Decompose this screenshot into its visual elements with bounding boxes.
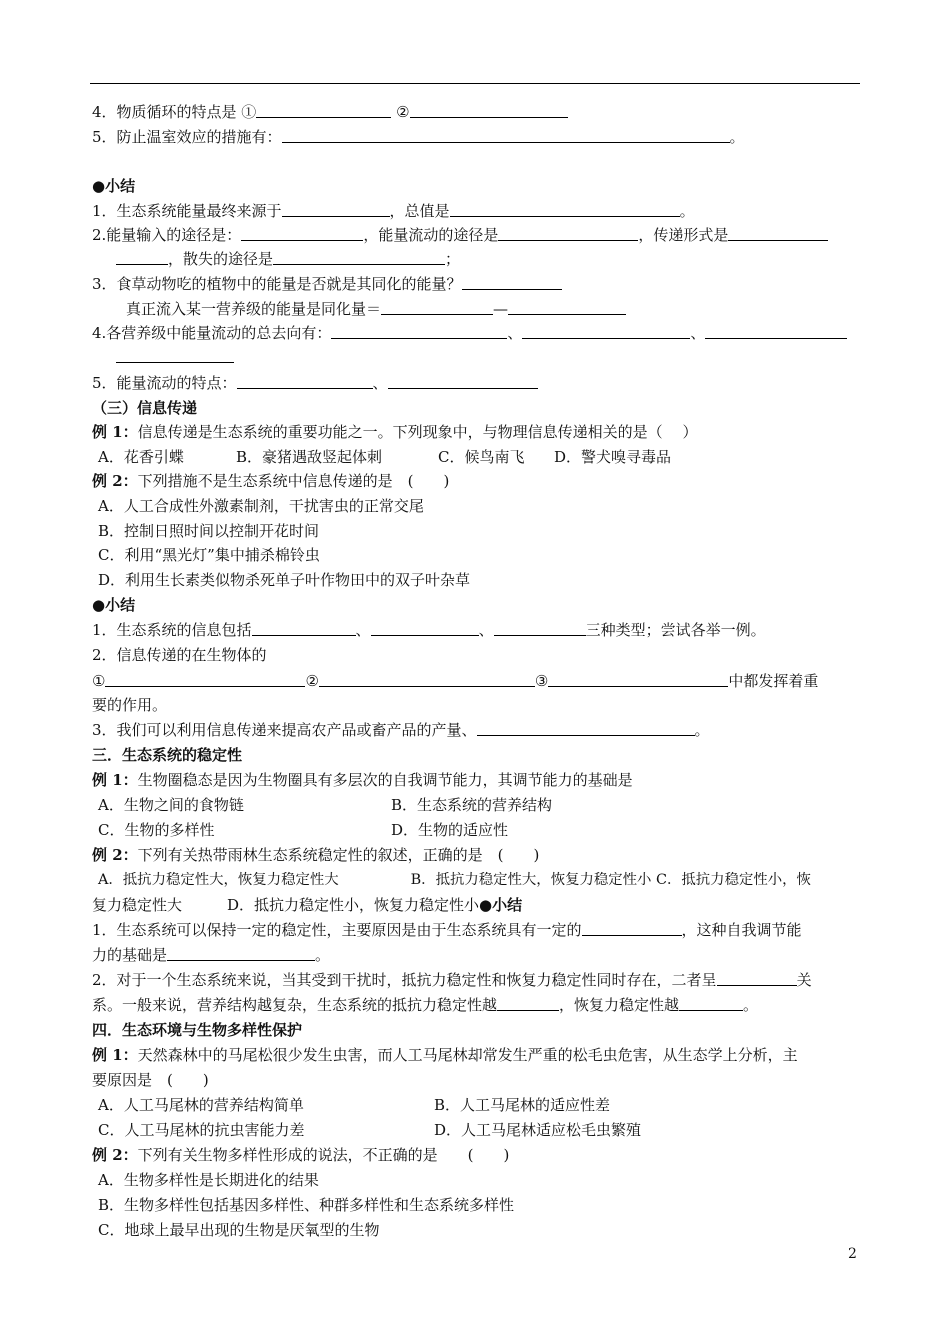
summary-heading: ●小结 — [92, 596, 136, 614]
option[interactable]: C．生物的多样性 — [98, 821, 215, 839]
blank[interactable] — [282, 127, 730, 143]
question-5: 5．防止温室效应的措施有： 。 — [92, 128, 745, 146]
example-1-options — [98, 1094, 868, 1116]
blank[interactable] — [705, 323, 847, 339]
blank[interactable] — [679, 995, 743, 1011]
summary-item-2: 2．信息传递的在生物体的 — [92, 646, 267, 664]
header-rule — [90, 83, 860, 84]
option[interactable]: C．候鸟南飞 — [438, 448, 525, 466]
blank[interactable] — [167, 945, 315, 961]
option[interactable]: D．利用生长素类似物杀死单子叶作物田中的双子叶杂草 — [98, 571, 471, 589]
blank[interactable] — [497, 995, 559, 1011]
blank[interactable] — [498, 225, 638, 241]
summary-item-2-cont: ，散失的途径是 ； — [116, 248, 886, 270]
section-heading: （三）信息传递 — [92, 399, 198, 417]
blank[interactable] — [728, 225, 828, 241]
blank[interactable] — [450, 201, 680, 217]
blank[interactable] — [331, 323, 507, 339]
summary-item-5: 5．能量流动的特点： 、 — [92, 372, 862, 394]
blank[interactable] — [522, 323, 690, 339]
option[interactable]: A．人工马尾林的营养结构简单 — [98, 1096, 304, 1114]
blank[interactable] — [105, 671, 305, 687]
option[interactable]: D．人工马尾林适应松毛虫繁殖 — [434, 1121, 642, 1139]
option[interactable]: B．人工马尾林的适应性差 — [434, 1096, 611, 1114]
example-1: 例 1：天然森林中的马尾松很少发生虫害，而人工马尾林却常发生严重的松毛虫危害，从生态学上分析，主 — [92, 1046, 798, 1064]
example-1-options — [98, 1119, 868, 1141]
blank[interactable] — [252, 620, 356, 636]
example-2: 例 2：下列措施不是生态系统中信息传递的是 ( ) — [92, 472, 450, 490]
blank[interactable] — [273, 249, 445, 265]
option[interactable]: C．人工马尾林的抗虫害能力差 — [98, 1121, 305, 1139]
blank[interactable] — [508, 299, 626, 315]
page-number: 2 — [848, 1246, 857, 1262]
blank[interactable] — [319, 671, 535, 687]
example-1-options — [98, 446, 868, 468]
blank[interactable] — [237, 373, 373, 389]
blank[interactable] — [477, 720, 695, 736]
summary-item-3: 3．我们可以利用信息传递来提高农产品或畜产品的产量、 。 — [92, 721, 710, 739]
summary-item-1-cont: 力的基础是 。 — [92, 946, 331, 964]
example-1: 例 1：信息传递是生态系统的重要功能之一。下列现象中，与物理信息传递相关的是（ ） — [92, 423, 698, 441]
blank[interactable] — [371, 620, 479, 636]
blank[interactable] — [717, 970, 797, 986]
option[interactable]: C．地球上最早出现的生物是厌氧型的生物 — [98, 1221, 380, 1239]
option[interactable]: D．生物的适应性 — [391, 821, 509, 839]
summary-item-4: 4.各营养级中能量流动的总去向有： 、 、 — [92, 322, 862, 344]
option[interactable]: B．生态系统的营养结构 — [391, 796, 553, 814]
blank[interactable] — [582, 920, 682, 936]
blank[interactable] — [494, 620, 586, 636]
option[interactable]: B．控制日照时间以控制开花时间 — [98, 522, 320, 540]
blank[interactable] — [256, 102, 391, 118]
option[interactable]: B．豪猪遇敌竖起体刺 — [236, 448, 383, 466]
blank[interactable] — [410, 102, 568, 118]
blank[interactable] — [116, 347, 234, 363]
summary-item-2: 2．对于一个生态系统来说，当其受到干扰时，抵抗力稳定性和恢复力稳定性同时存在，二者呈 关 — [92, 971, 812, 989]
example-2: 例 2：下列有关热带雨林生态系统稳定性的叙述，正确的是 ( ) — [92, 846, 540, 864]
summary-heading: ●小结 — [92, 177, 136, 195]
option[interactable]: D．警犬嗅寻毒品 — [554, 448, 672, 466]
option[interactable]: A．生物之间的食物链 — [98, 796, 244, 814]
blank[interactable] — [548, 671, 728, 687]
example-1: 例 1：生物圈稳态是因为生物圈具有多层次的自我调节能力，其调节能力的基础是 — [92, 771, 633, 789]
part-heading: 三．生态系统的稳定性 — [92, 746, 243, 764]
question-4: 4．物质循环的特点是 ① ② — [92, 101, 862, 123]
summary-item-2: 2.能量输入的途径是： ，能量流动的途径是 ，传递形式是 — [92, 224, 862, 246]
summary-item-1: 1．生态系统可以保持一定的稳定性，主要原因是由于生态系统具有一定的 ，这种自我调节能 — [92, 921, 802, 939]
summary-item-1: 1．生态系统能量最终来源于 ，总值是 。 — [92, 202, 695, 220]
blank[interactable] — [116, 249, 168, 265]
blank[interactable] — [282, 201, 390, 217]
blank[interactable] — [462, 274, 562, 290]
example-2: 例 2：下列有关生物多样性形成的说法，不正确的是 ( ) — [92, 1146, 510, 1164]
summary-item-3-cont: 真正流入某一营养级的能量是同化量＝ — — [126, 298, 896, 320]
blank[interactable] — [381, 299, 493, 315]
option[interactable]: A．人工合成性外激素制剂，干扰害虫的正常交尾 — [98, 497, 424, 515]
blank[interactable] — [241, 225, 363, 241]
summary-item-2-cont: 要的作用。 — [92, 696, 168, 714]
summary-item-2-blanks: ① ② ③ 中都发挥着重 — [92, 672, 819, 690]
example-1-cont: 要原因是 ( ) — [92, 1071, 209, 1089]
example-2-options-cont: 复力稳定性大 D．抵抗力稳定性小，恢复力稳定性小●小结 — [92, 896, 523, 914]
example-2-options: A．抵抗力稳定性大，恢复力稳定性大 B．抵抗力稳定性大，恢复力稳定性小 C．抵抗力稳定性小，恢 — [98, 872, 811, 888]
part-heading: 四．生态环境与生物多样性保护 — [92, 1021, 303, 1039]
option[interactable]: C．利用“黑光灯”集中捕杀棉铃虫 — [98, 546, 320, 564]
option[interactable]: A．花香引蝶 — [98, 448, 184, 466]
example-1-options — [98, 794, 868, 816]
summary-item-4-cont — [116, 346, 886, 368]
summary-item-2-cont: 系。一般来说，营养结构越复杂，生态系统的抵抗力稳定性越 ，恢复力稳定性越 。 — [92, 996, 759, 1014]
option[interactable]: A．生物多样性是长期进化的结果 — [98, 1171, 319, 1189]
summary-item-3: 3．食草动物吃的植物中的能量是否就是其同化的能量？ — [92, 273, 862, 295]
blank[interactable] — [388, 373, 538, 389]
option[interactable]: B．生物多样性包括基因多样性、种群多样性和生态系统多样性 — [98, 1196, 515, 1214]
summary-item-1: 1．生态系统的信息包括 、 、 三种类型；尝试各举一例。 — [92, 621, 766, 639]
example-1-options — [98, 819, 868, 841]
